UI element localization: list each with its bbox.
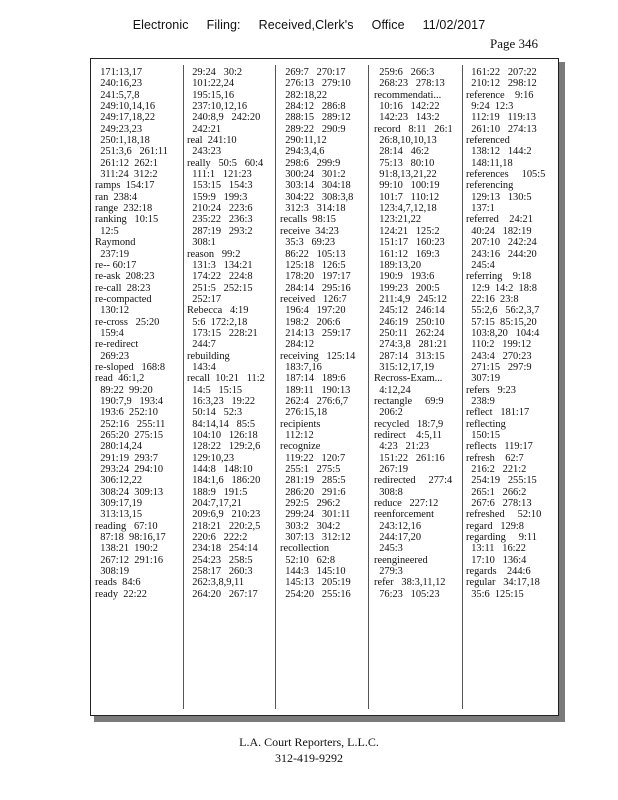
index-entry-line: 312:3 314:18 — [280, 203, 346, 215]
index-entry-line: 124:21 125:2 — [374, 225, 440, 237]
index-entry-line: 289:22 290:9 — [280, 123, 346, 135]
index-entry-line: 249:10,14,16 — [95, 101, 156, 113]
index-entry-line: 161:22 207:22 — [466, 67, 537, 78]
index-entry-line: 174:22 224:8 — [187, 271, 253, 283]
index-entry-line: Rebecca 4:19 — [187, 305, 249, 317]
index-entry-line: 251:5 252:15 — [187, 282, 253, 294]
index-entry-line: 282:18,22 — [280, 89, 328, 101]
index-entry-line: 12:9 14:2 18:8 — [466, 282, 538, 294]
index-entry-line: 249:23,23 — [95, 123, 143, 135]
column-divider — [183, 65, 184, 709]
index-entry-line: 306:12,22 — [95, 475, 143, 487]
index-entry-line: 207:10 242:24 — [466, 237, 537, 249]
index-entry-line: 188:9 191:5 — [187, 486, 248, 498]
index-entry-line: 131:3 134:21 — [187, 259, 253, 271]
index-entry-line: 234:18 254:14 — [187, 543, 258, 555]
index-entry-line: 245:4 — [466, 259, 495, 271]
word-index-box — [90, 58, 559, 716]
index-entry-line: 28:14 46:2 — [374, 146, 430, 158]
index-entry-line: 125:18 126:5 — [280, 259, 346, 271]
index-entry-line: real 241:10 — [187, 135, 237, 147]
index-entry-line: 290:11,12 — [280, 135, 327, 147]
index-entry-line: recycled 18:7,9 — [374, 418, 444, 430]
index-entry-line: 193:6 252:10 — [95, 407, 158, 419]
index-entry-line: 281:19 285:5 — [280, 475, 346, 487]
index-entry-line: record 8:11 26:1 — [374, 123, 453, 135]
index-entry-line: re-redirect — [95, 339, 139, 351]
index-entry-line: 276:13 279:10 — [280, 78, 351, 90]
index-entry-line: recall 10:21 11:2 — [187, 373, 265, 385]
index-entry-line: 151:22 261:16 — [374, 452, 445, 464]
index-entry-line: 5:6 172:2,18 — [187, 316, 248, 328]
index-entry-line: regards 244:6 — [466, 566, 531, 578]
index-entry-line: 173:15 228:21 — [187, 327, 258, 339]
index-entry-line: 214:13 259:17 — [280, 327, 351, 339]
index-entry-line: 303:2 304:2 — [280, 520, 341, 532]
index-entry-line: reads 84:6 — [95, 577, 141, 589]
index-entry-line: 279:3 — [374, 566, 403, 578]
index-entry-line: really 50:5 60:4 — [187, 157, 264, 169]
index-entry-line: 35:3 69:23 — [280, 237, 336, 249]
index-entry-line: 313:13,15 — [95, 509, 143, 521]
index-entry-line: 243:12,16 — [374, 520, 422, 532]
index-entry-line: 293:24 294:10 — [95, 464, 164, 476]
index-entry-line: 269:7 270:17 — [280, 67, 346, 78]
index-entry-line: 148:11,18 — [466, 157, 513, 169]
index-entry-line: 128:22 129:2,6 — [187, 441, 261, 453]
index-entry-line: received 126:7 — [280, 293, 347, 305]
index-entry-line: 198:2 206:6 — [280, 316, 341, 328]
index-entry-line: 196:4 197:20 — [280, 305, 346, 317]
index-entry-line: redirected 277:4 — [374, 475, 453, 487]
index-entry-line: 218:21 220:2,5 — [187, 520, 261, 532]
index-entry-line: 144:8 148:10 — [187, 464, 253, 476]
index-entry-line: 104:10 126:18 — [187, 430, 258, 441]
index-entry-line: 240:16,23 — [95, 78, 143, 90]
index-entry-line: 29:24 30:2 — [187, 67, 243, 78]
index-entry-line: 87:18 98:16,17 — [95, 532, 166, 544]
index-entry-line: 311:24 312:2 — [95, 169, 158, 181]
header-office: Office — [371, 18, 405, 32]
index-entry-line: redirect 4:5,11 — [374, 430, 442, 441]
index-entry-line: regarding 9:11 — [466, 532, 537, 544]
index-entry-line: 150:15 — [466, 430, 501, 441]
index-entry-line: ranking 10:15 — [95, 214, 159, 226]
index-entry-line: refreshed 52:10 — [466, 509, 542, 521]
index-entry-line: references 105:5 — [466, 169, 546, 181]
index-entry-line: 308:1 — [187, 237, 216, 249]
index-entry-line: 204:7,17,21 — [187, 498, 242, 510]
index-entry-line: 142:23 143:2 — [374, 112, 440, 124]
index-entry-line: 9:24 12:3 — [466, 101, 514, 113]
index-entry-line: rectangle 69:9 — [374, 395, 444, 407]
index-entry-line: 308:8 — [374, 486, 403, 498]
index-entry-line: 308:24 309:13 — [95, 486, 164, 498]
index-entry-line: 298:6 299:9 — [280, 157, 341, 169]
index-entry-line: 307:19 — [466, 373, 501, 385]
index-column-3 — [280, 67, 373, 707]
index-entry-line: 267:19 — [374, 464, 409, 476]
index-entry-line: 210:24 223:6 — [187, 203, 253, 215]
index-entry-line: reference 9:16 — [466, 89, 534, 101]
index-entry-line: 243:4 270:23 — [466, 350, 532, 362]
index-entry-line: recognize — [280, 441, 321, 453]
index-entry-line: 308:19 — [95, 566, 130, 578]
index-entry-line: 145:13 205:19 — [280, 577, 351, 589]
index-entry-line: 84:14,14 85:5 — [187, 418, 256, 430]
index-entry-line: ready 22:22 — [95, 588, 147, 600]
index-entry-line: 138:12 144:2 — [466, 146, 532, 158]
index-entry-line: re-ask 208:23 — [95, 271, 155, 283]
index-entry-line: 261:10 274:13 — [466, 123, 537, 135]
index-entry-line: 123:21,22 — [374, 214, 422, 226]
index-entry-line: reflects 119:17 — [466, 441, 533, 453]
index-entry-line: 211:4,9 245:12 — [374, 293, 447, 305]
index-entry-line: 250:1,18,18 — [95, 135, 150, 147]
index-entry-line: re-compacted — [95, 293, 152, 305]
index-entry-line: 265:20 275:15 — [95, 430, 164, 441]
index-entry-line: 284:12 — [280, 339, 315, 351]
index-entry-line: 258:17 260:3 — [187, 566, 253, 578]
index-entry-line: 254:23 258:5 — [187, 554, 253, 566]
index-entry-line: 287:14 313:15 — [374, 350, 445, 362]
index-entry-line: 50:14 52:3 — [187, 407, 243, 419]
index-entry-line: reengineered — [374, 554, 428, 566]
index-entry-line: 254:19 255:15 — [466, 475, 537, 487]
index-entry-line: 269:23 — [95, 350, 130, 362]
index-entry-line: recipients — [280, 418, 321, 430]
index-entry-line: 249:17,18,22 — [95, 112, 156, 124]
index-entry-line: reduce 227:12 — [374, 498, 439, 510]
index-entry-line: reflect 181:17 — [466, 407, 530, 419]
index-entry-line: 55:2,6 56:2,3,7 — [466, 305, 540, 317]
index-entry-line: 26:8,10,10,13 — [374, 135, 437, 147]
index-entry-line: recalls 98:15 — [280, 214, 336, 226]
index-entry-line: re-- 60:17 — [95, 259, 137, 271]
index-entry-line: 112:19 119:13 — [466, 112, 536, 124]
filing-stamp-header — [0, 18, 618, 32]
index-entry-line: Raymond — [95, 237, 136, 249]
index-entry-line: 300:24 301:2 — [280, 169, 346, 181]
index-entry-line: 189:11 190:13 — [280, 384, 351, 396]
index-entry-line: reenforcement — [374, 509, 434, 521]
index-entry-line: 13:11 16:22 — [466, 543, 526, 555]
index-entry-line: 161:12 169:3 — [374, 248, 440, 260]
index-entry-line: 40:24 182:19 — [466, 225, 532, 237]
column-divider — [462, 65, 463, 709]
index-entry-line: 12:5 — [95, 225, 119, 237]
index-entry-line: Recross-Exam... — [374, 373, 443, 385]
index-entry-line: 17:10 136:4 — [466, 554, 527, 566]
index-entry-line: 291:19 293:7 — [95, 452, 158, 464]
index-entry-line: 4:12,24 — [374, 384, 411, 396]
index-entry-line: rebuilding — [187, 350, 230, 362]
index-entry-line: 274:3,8 281:21 — [374, 339, 448, 351]
index-entry-line: 89:22 99:20 — [95, 384, 153, 396]
index-entry-line: regular 34:17,18 — [466, 577, 540, 589]
index-entry-line: 265:1 266:2 — [466, 486, 527, 498]
index-entry-line: 206:2 — [374, 407, 403, 419]
index-entry-line: refers 9:23 — [466, 384, 516, 396]
index-entry-line: 237:10,12,16 — [187, 101, 248, 113]
index-entry-line: 144:3 145:10 — [280, 566, 346, 578]
index-entry-line: 259:6 266:3 — [374, 67, 435, 78]
index-entry-line: 252:17 — [187, 293, 222, 305]
column-divider — [368, 65, 369, 709]
index-entry-line: reflecting — [466, 418, 506, 430]
index-entry-line: 184:1,6 186:20 — [187, 475, 261, 487]
index-entry-line: referred 24:21 — [466, 214, 533, 226]
index-entry-line: re-cross 25:20 — [95, 316, 160, 328]
index-entry-line: 22:16 23:8 — [466, 293, 519, 305]
index-entry-line: 4:23 21:23 — [374, 441, 430, 453]
index-entry-line: 284:14 295:16 — [280, 282, 351, 294]
index-entry-line: 276:15,18 — [280, 407, 328, 419]
index-entry-line: ran 238:4 — [95, 191, 138, 203]
index-entry-line: 101:22,24 — [187, 78, 235, 90]
index-entry-line: 210:12 298:12 — [466, 78, 537, 90]
index-entry-line: 235:22 236:3 — [187, 214, 253, 226]
index-entry-line: 241:5,7,8 — [95, 89, 140, 101]
index-entry-line: 10:16 142:22 — [374, 101, 440, 113]
index-entry-line: reading 67:10 — [95, 520, 158, 532]
index-entry-line: 243:23 — [187, 146, 222, 158]
index-entry-line: 246:19 250:10 — [374, 316, 445, 328]
index-entry-line: re-sloped 168:8 — [95, 361, 166, 373]
index-column-5 — [466, 67, 559, 707]
index-entry-line: 183:7,16 — [280, 361, 322, 373]
index-entry-line: 190:7,9 193:4 — [95, 395, 164, 407]
footer-company: L.A. Court Reporters, L.L.C. — [239, 735, 379, 749]
index-entry-line: re-call 28:23 — [95, 282, 151, 294]
index-entry-line: 237:19 — [95, 248, 130, 260]
index-entry-line: 91:8,13,21,22 — [374, 169, 437, 181]
index-entry-line: 138:21 190:2 — [95, 543, 158, 555]
index-entry-line: 86:22 105:13 — [280, 248, 346, 260]
index-entry-line: 216:2 221:2 — [466, 464, 527, 476]
index-entry-line: 251:3,6 261:11 — [95, 146, 168, 158]
index-entry-line: 178:20 197:17 — [280, 271, 351, 283]
header-received: Received,Clerk's — [258, 18, 354, 32]
index-entry-line: 195:15,16 — [187, 89, 235, 101]
header-date: 11/02/2017 — [422, 18, 486, 32]
index-entry-line: referring 9:18 — [466, 271, 532, 283]
index-entry-line: 261:12 262:1 — [95, 157, 158, 169]
index-entry-line: 243:16 244:20 — [466, 248, 537, 260]
index-entry-line: range 232:18 — [95, 203, 153, 215]
index-entry-line: 110:2 199:12 — [466, 339, 532, 351]
footer-phone: 312-419-9292 — [275, 751, 343, 765]
index-entry-line: 190:9 193:6 — [374, 271, 435, 283]
index-entry-line: recommendati... — [374, 89, 442, 101]
index-entry-line: 111:1 121:23 — [187, 169, 252, 181]
index-entry-line: 123:4,7,12,18 — [374, 203, 437, 215]
index-entry-line: 238:9 — [466, 395, 495, 407]
index-entry-line: 299:24 301:11 — [280, 509, 351, 521]
index-entry-line: 254:20 255:16 — [280, 588, 351, 600]
index-entry-line: receive 34:23 — [280, 225, 339, 237]
index-entry-line: regard 129:8 — [466, 520, 524, 532]
index-entry-line: reason 99:2 — [187, 248, 241, 260]
index-entry-line: 294:3,4,6 — [280, 146, 325, 158]
index-entry-line: 307:13 312:12 — [280, 532, 351, 544]
index-entry-line: 130:12 — [95, 305, 130, 317]
index-entry-line: 284:12 286:8 — [280, 101, 346, 113]
index-entry-line: 245:12 246:14 — [374, 305, 445, 317]
index-entry-line: 292:5 296:2 — [280, 498, 341, 510]
index-entry-line: 255:1 275:5 — [280, 464, 341, 476]
index-entry-line: 159:4 — [95, 327, 124, 339]
index-entry-line: 264:20 267:17 — [187, 588, 258, 600]
index-entry-line: 153:15 154:3 — [187, 180, 253, 192]
index-entry-line: 52:10 62:8 — [280, 554, 336, 566]
index-entry-line: 209:6,9 210:23 — [187, 509, 261, 521]
index-entry-line: 35:6 125:15 — [466, 588, 524, 600]
index-entry-line: 159:9 199:3 — [187, 191, 248, 203]
index-entry-line: 303:14 304:18 — [280, 180, 351, 192]
index-entry-line: 143:4 — [187, 361, 216, 373]
index-entry-line: 75:13 80:10 — [374, 157, 435, 169]
index-entry-line: referenced — [466, 135, 510, 147]
index-entry-line: 76:23 105:23 — [374, 588, 440, 600]
index-entry-line: 119:22 120:7 — [280, 452, 346, 464]
index-entry-line: 101:7 110:12 — [374, 191, 440, 203]
index-entry-line: referencing — [466, 180, 514, 192]
index-entry-line: ramps 154:17 — [95, 180, 155, 192]
index-column-1 — [95, 67, 188, 707]
index-entry-line: 252:16 255:11 — [95, 418, 166, 430]
index-entry-line: 268:23 278:13 — [374, 78, 445, 90]
index-entry-line: 288:15 289:12 — [280, 112, 351, 124]
index-entry-line: 244:17,20 — [374, 532, 422, 544]
index-entry-line: 189:13,20 — [374, 259, 422, 271]
index-entry-line: 242:21 — [187, 123, 222, 135]
index-entry-line: 112:12 — [280, 430, 314, 441]
index-entry-line: 240:8,9 242:20 — [187, 112, 261, 124]
index-entry-line: 309:17,19 — [95, 498, 143, 510]
index-entry-line: 280:14,24 — [95, 441, 143, 453]
index-entry-line: 262:3,8,9,11 — [187, 577, 245, 589]
index-entry-line: 129:13 130:5 — [466, 191, 532, 203]
index-entry-line: recollection — [280, 543, 330, 555]
index-entry-line: receiving 125:14 — [280, 350, 356, 362]
index-entry-line: 244:7 — [187, 339, 216, 351]
index-entry-line: 267:12 291:16 — [95, 554, 164, 566]
column-divider — [275, 65, 276, 709]
index-entry-line: refresh 62:7 — [466, 452, 524, 464]
index-entry-line: 14:5 15:15 — [187, 384, 243, 396]
index-entry-line: 199:23 200:5 — [374, 282, 440, 294]
page-number: Page 346 — [489, 36, 538, 51]
index-entry-line: 16:3,23 19:22 — [187, 395, 256, 407]
index-entry-line: 57:15 85:15,20 — [466, 316, 537, 328]
index-entry-line: 267:6 278:13 — [466, 498, 532, 510]
index-column-2 — [187, 67, 280, 707]
index-entry-line: 271:15 297:9 — [466, 361, 532, 373]
index-entry-line: 220:6 222:2 — [187, 532, 248, 544]
index-entry-line: 287:19 293:2 — [187, 225, 253, 237]
index-entry-line: 151:17 160:23 — [374, 237, 445, 249]
index-entry-line: refer 38:3,11,12 — [374, 577, 446, 589]
header-electronic: Electronic — [132, 18, 189, 32]
index-entry-line: 250:11 262:24 — [374, 327, 445, 339]
index-column-4 — [374, 67, 467, 707]
index-entry-line: 286:20 291:6 — [280, 486, 346, 498]
index-entry-line: 187:14 189:6 — [280, 373, 346, 385]
index-entry-line: 171:13,17 — [95, 67, 143, 78]
index-entry-line: 315:12,17,19 — [374, 361, 435, 373]
index-entry-line: 129:10,23 — [187, 452, 235, 464]
index-entry-line: 304:22 308:3,8 — [280, 191, 354, 203]
index-entry-line: 262:4 276:6,7 — [280, 395, 349, 407]
index-entry-line: 137:1 — [466, 203, 495, 215]
index-entry-line: 103:8,20 104:4 — [466, 327, 540, 339]
index-entry-line: read 46:1,2 — [95, 373, 145, 385]
header-filing: Filing: — [206, 18, 241, 32]
index-entry-line: 99:10 100:19 — [374, 180, 440, 192]
index-entry-line: 245:3 — [374, 543, 403, 555]
